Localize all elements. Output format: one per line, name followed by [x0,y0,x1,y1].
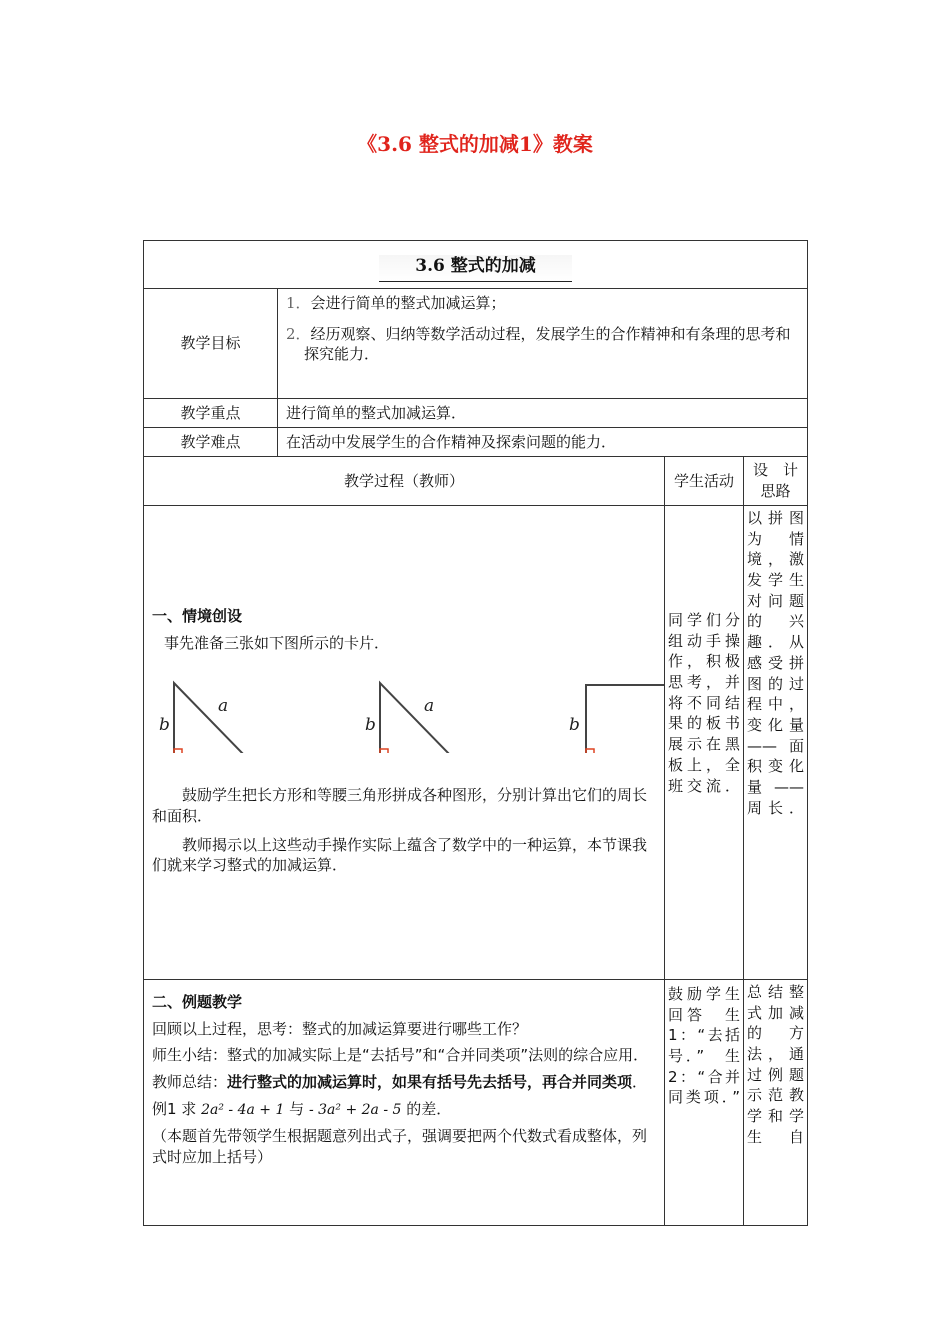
expression-1: 2a² - 4a + 1 [201,1101,285,1118]
student-header: 学生活动 [665,457,744,506]
section2-p2: 师生小结：整式的加减实际上是“去括号”和“合并同类项”法则的综合应用． [152,1046,649,1065]
example-1: 例1 求 2a² - 4a + 1 与 - 3a² + 2a - 5 的差． [152,1099,452,1118]
document-title: 《3.6 整式的加减1》教案 [357,132,593,156]
section1-student-cell [665,506,744,980]
goal-label: 教学目标 [144,289,278,399]
section2-design-cell [744,980,808,1226]
cards-figure [152,653,656,753]
section1-heading: 一、情境创设 [152,607,243,625]
section2-heading: 二、例题教学 [152,993,243,1011]
section2-student-text: 鼓励学生回答 生1：“去括号．” 生2：“合并同类项．” [668,985,740,1107]
design-header: 设 计思路 [744,457,808,506]
goal-item-2: 2．经历观察、归纳等数学活动过程，发展学生的合作精神和有条理的思考和探究能力． [286,324,791,364]
section1-design-cell [744,506,808,980]
process-header: 教学过程（教师） [144,457,665,506]
cards-diagram [152,653,664,753]
section1-intro: 事先准备三张如下图所示的卡片． [164,633,390,652]
label-a-2: a [424,696,435,717]
expression-2: - 3a² + 2a - 5 [308,1101,402,1118]
section2-p3: 教师总结：进行整式的加减运算时，如果有括号先去括号，再合并同类项． [152,1073,648,1092]
label-b-2: b [365,715,376,736]
triangle-card-2 [365,683,452,753]
section2-p1: 回顾以上过程，思考：整式的加减运算要进行哪些工作？ [152,1019,528,1038]
section1-para2: 教师揭示以上这些动手操作实际上蕴含了数学中的一种运算，本节课我们就来学习整式的加减运算． [152,835,648,875]
label-b-3: b [569,715,580,736]
section2-cell [144,980,665,1226]
label-b-1: b [159,715,170,736]
difficulty-content: 在活动中发展学生的合作精神及探索问题的能力． [278,428,808,457]
goal-item-1: 1．会进行简单的整式加减运算； [286,294,506,312]
section1-cell [144,506,665,980]
lesson-plan-table [143,240,808,1226]
difficulty-label: 教学难点 [144,428,278,457]
focus-content: 进行简单的整式加减运算． [278,399,808,428]
table-caption-cell [144,241,808,289]
section1-design-text: 以拼图为情境，激发学生对问题的兴趣．从感受拼图的过程中，变化量——面积变化量——周长． [747,509,804,817]
table-caption: 3.6 整式的加减 [379,255,572,281]
rectangle-card [569,685,664,753]
section2-design-text: 总结整式加减的方法，通过例题示范教学和学生自 [747,983,804,1146]
focus-label: 教学重点 [144,399,278,428]
section2-p5: （本题首先带领学生根据题意列出式子，强调要把两个代数式看成整体，列式时应加上括号） [152,1127,648,1166]
goal-content [278,289,808,399]
section1-student-text: 同学们分组动手操作，积极思考，并将不同结果的板书展示在黑板上，全班交流． [668,611,740,795]
section1-para1: 鼓励学生把长方形和等腰三角形拼成各种图形，分别计算出它们的周长和面积． [152,786,648,826]
section2-student-cell [665,980,744,1226]
label-a-1: a [218,696,229,717]
triangle-card-1 [159,683,246,753]
